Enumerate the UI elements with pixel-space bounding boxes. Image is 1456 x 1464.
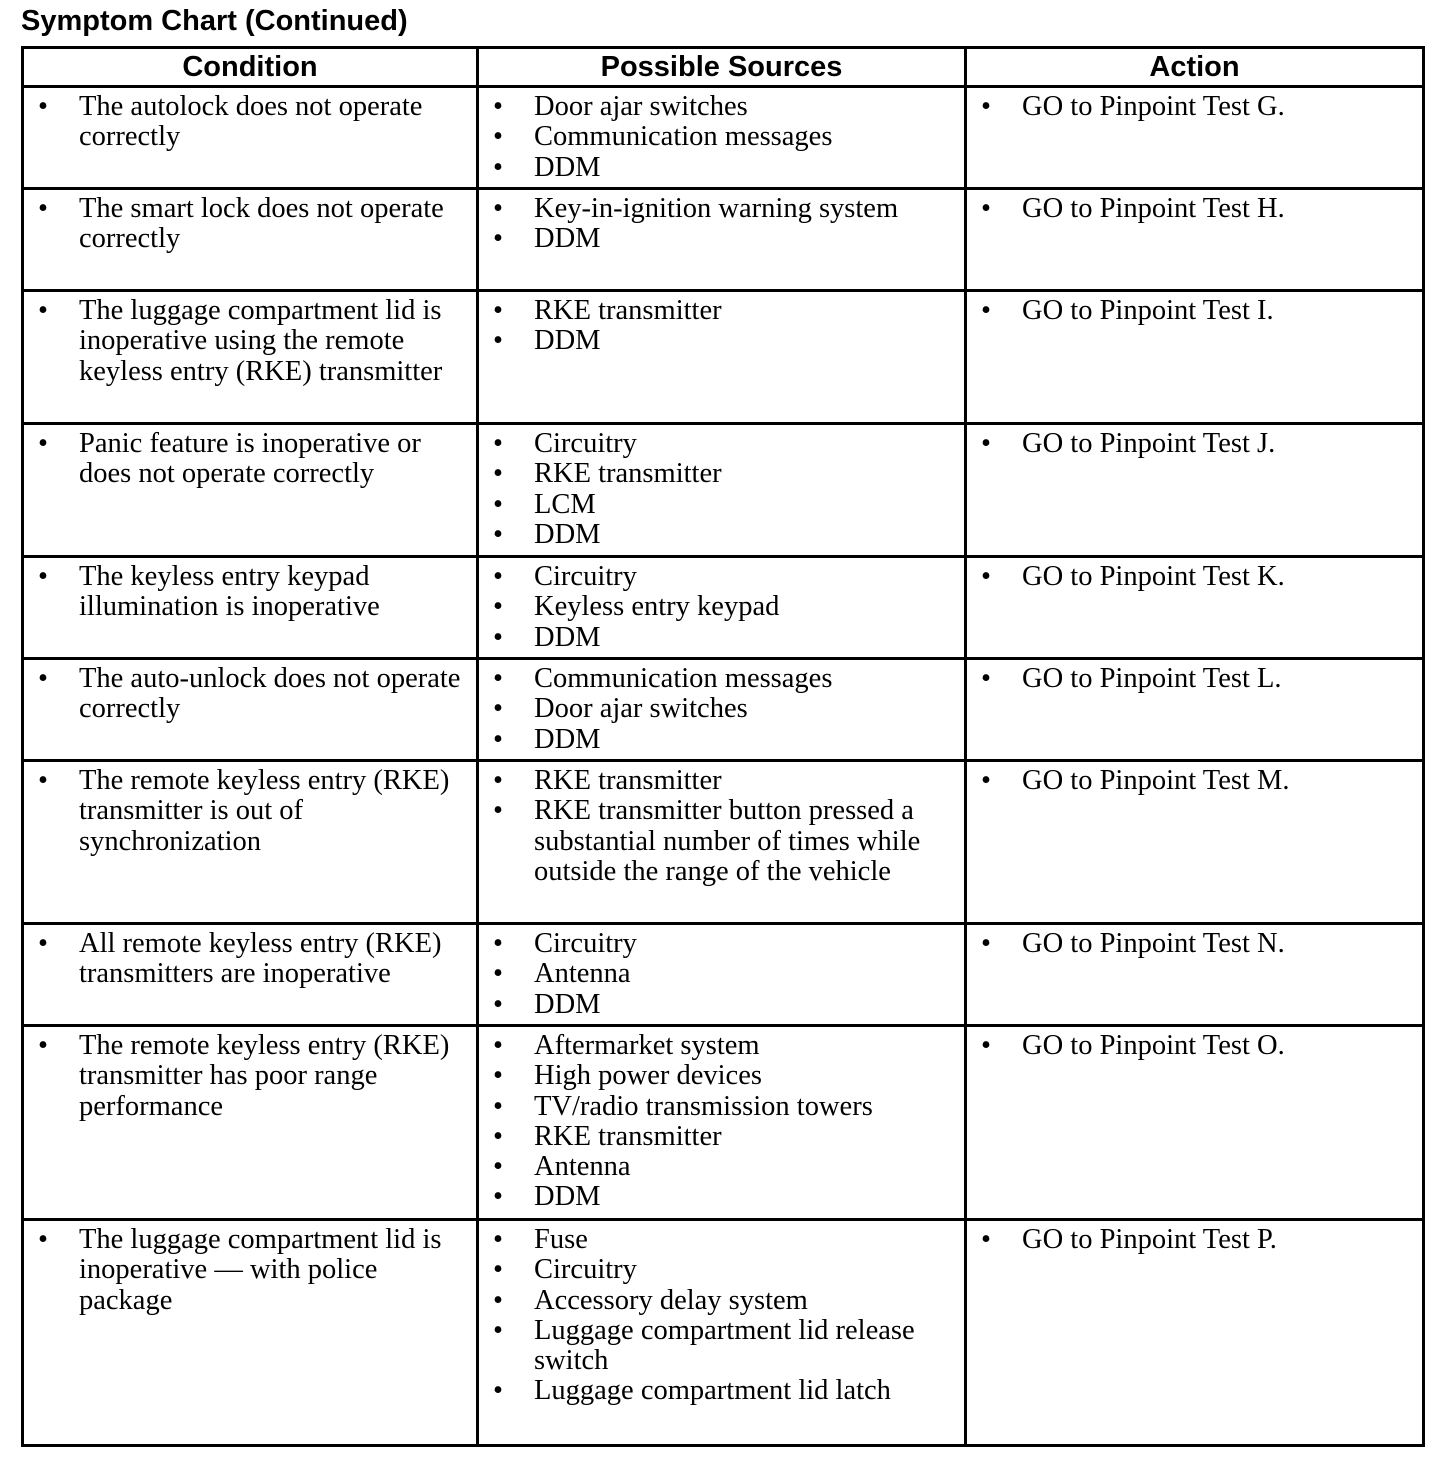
source-item: • Luggage compartment lid release switch	[485, 1316, 958, 1377]
condition-header: Condition	[23, 48, 478, 87]
source-item: • Circuitry	[485, 562, 958, 592]
table-body	[23, 87, 1424, 1446]
source-item: • Antenna	[485, 959, 958, 989]
table-row	[23, 924, 1424, 1026]
source-item: • DDM	[485, 520, 958, 550]
condition-text: • The luggage compartment lid is inoperative — with police package	[30, 1225, 470, 1316]
source-item: • Circuitry	[485, 1255, 958, 1285]
source-item: • DDM	[485, 1182, 958, 1212]
action-cell	[966, 291, 1424, 424]
action-cell	[966, 424, 1424, 557]
source-item: • High power devices	[485, 1061, 958, 1091]
action-cell	[966, 557, 1424, 659]
page-title: Symptom Chart (Continued)	[21, 5, 408, 37]
possible-sources-cell	[478, 87, 966, 189]
source-item: • Key-in-ignition warning system	[485, 194, 958, 224]
source-item: • Circuitry	[485, 429, 958, 459]
source-item: • Circuitry	[485, 929, 958, 959]
possible-sources-cell	[478, 424, 966, 557]
source-item: • Keyless entry keypad	[485, 592, 958, 622]
action-text: • GO to Pinpoint Test J.	[973, 429, 1416, 459]
source-item: • Antenna	[485, 1152, 958, 1182]
condition-cell	[23, 659, 478, 761]
source-item: • DDM	[485, 153, 958, 183]
condition-text: • The remote keyless entry (RKE) transmitter has poor range performance	[30, 1031, 470, 1122]
condition-cell	[23, 424, 478, 557]
condition-text: • The remote keyless entry (RKE) transmitter is out of synchronization	[30, 766, 470, 857]
possible-sources-cell	[478, 1026, 966, 1220]
possible-sources-cell	[478, 189, 966, 291]
table-row	[23, 557, 1424, 659]
condition-cell	[23, 1220, 478, 1446]
condition-cell	[23, 189, 478, 291]
possible-sources-header: Possible Sources	[478, 48, 966, 87]
action-text: • GO to Pinpoint Test I.	[973, 296, 1416, 326]
condition-text: • The auto-unlock does not operate correctly	[30, 664, 470, 725]
condition-text: • Panic feature is inoperative or does not operate correctly	[30, 429, 470, 490]
action-cell	[966, 87, 1424, 189]
action-text: • GO to Pinpoint Test K.	[973, 562, 1416, 592]
table-row	[23, 291, 1424, 424]
condition-cell	[23, 291, 478, 424]
possible-sources-cell	[478, 924, 966, 1026]
action-text: • GO to Pinpoint Test P.	[973, 1225, 1416, 1255]
table-row	[23, 87, 1424, 189]
table-row	[23, 189, 1424, 291]
source-item: • Luggage compartment lid latch	[485, 1376, 958, 1406]
possible-sources-cell	[478, 1220, 966, 1446]
possible-sources-cell	[478, 659, 966, 761]
action-cell	[966, 1026, 1424, 1220]
action-text: • GO to Pinpoint Test N.	[973, 929, 1416, 959]
table-row	[23, 1026, 1424, 1220]
source-item: • RKE transmitter	[485, 766, 958, 796]
symptom-chart-table	[21, 46, 1425, 1447]
source-item: • Fuse	[485, 1225, 958, 1255]
possible-sources-cell	[478, 557, 966, 659]
source-item: • RKE transmitter	[485, 296, 958, 326]
source-item: • DDM	[485, 623, 958, 653]
action-cell	[966, 189, 1424, 291]
condition-cell	[23, 761, 478, 924]
source-item: • DDM	[485, 990, 958, 1020]
condition-cell	[23, 1026, 478, 1220]
source-item: • Communication messages	[485, 664, 958, 694]
source-item: • DDM	[485, 326, 958, 356]
action-text: • GO to Pinpoint Test H.	[973, 194, 1416, 224]
condition-cell	[23, 924, 478, 1026]
source-item: • DDM	[485, 725, 958, 755]
condition-text: • The luggage compartment lid is inoperative using the remote keyless entry (RKE) transmitter	[30, 296, 470, 387]
condition-text: • The autolock does not operate correctly	[30, 92, 470, 153]
action-header: Action	[966, 48, 1424, 87]
source-item: • LCM	[485, 490, 958, 520]
source-item: • RKE transmitter	[485, 459, 958, 489]
source-item: • Accessory delay system	[485, 1286, 958, 1316]
condition-cell	[23, 557, 478, 659]
action-text: • GO to Pinpoint Test G.	[973, 92, 1416, 122]
condition-text: • The smart lock does not operate correctly	[30, 194, 470, 255]
action-text: • GO to Pinpoint Test O.	[973, 1031, 1416, 1061]
action-text: • GO to Pinpoint Test L.	[973, 664, 1416, 694]
table-row	[23, 659, 1424, 761]
action-cell	[966, 659, 1424, 761]
source-item: • RKE transmitter button pressed a substantial number of times while outside the range of the vehicle	[485, 796, 958, 887]
header-row	[23, 48, 1424, 87]
possible-sources-cell	[478, 761, 966, 924]
source-item: • Door ajar switches	[485, 694, 958, 724]
table-row	[23, 761, 1424, 924]
source-item: • Communication messages	[485, 122, 958, 152]
possible-sources-cell	[478, 291, 966, 424]
condition-cell	[23, 87, 478, 189]
action-cell	[966, 924, 1424, 1026]
table-row	[23, 424, 1424, 557]
source-item: • DDM	[485, 224, 958, 254]
action-cell	[966, 761, 1424, 924]
action-cell	[966, 1220, 1424, 1446]
table-row	[23, 1220, 1424, 1446]
source-item: • RKE transmitter	[485, 1122, 958, 1152]
source-item: • TV/radio transmission towers	[485, 1092, 958, 1122]
source-item: • Aftermarket system	[485, 1031, 958, 1061]
condition-text: • All remote keyless entry (RKE) transmitters are inoperative	[30, 929, 470, 990]
condition-text: • The keyless entry keypad illumination is inoperative	[30, 562, 470, 623]
source-item: • Door ajar switches	[485, 92, 958, 122]
action-text: • GO to Pinpoint Test M.	[973, 766, 1416, 796]
